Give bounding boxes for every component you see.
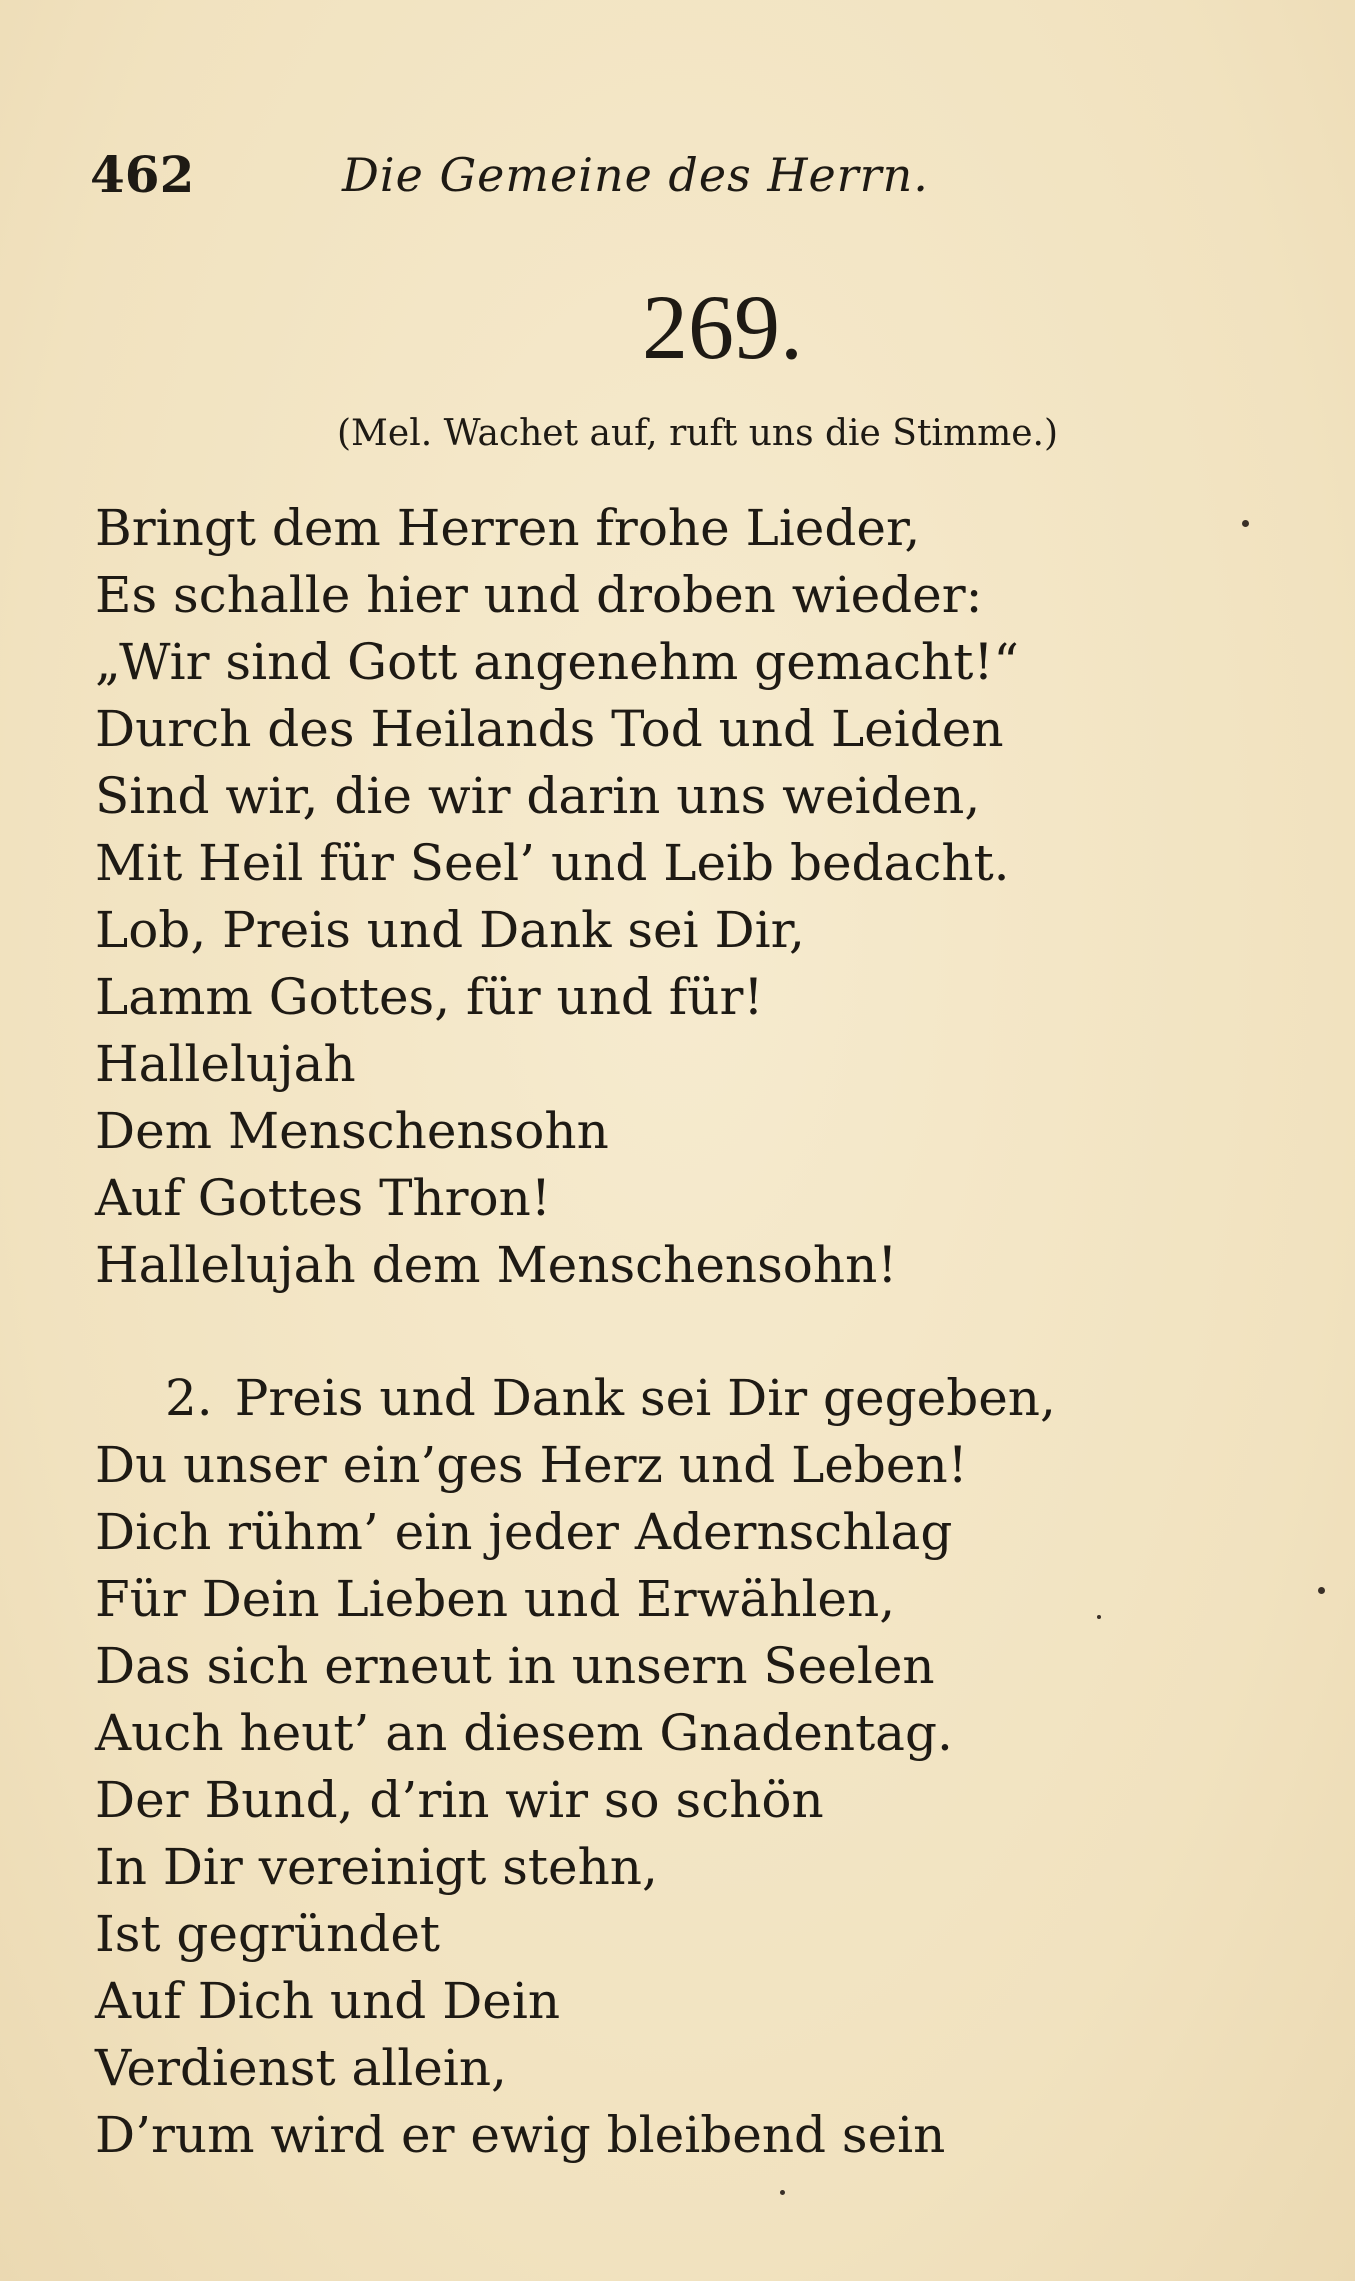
verse-line: Es schalle hier und droben wieder: xyxy=(95,566,983,624)
verse-line: Verdienst allein, xyxy=(95,2039,507,2097)
verse-line: Durch des Heilands Tod und Leiden xyxy=(95,700,1004,758)
verse-line: Ist gegründet xyxy=(95,1905,440,1963)
running-title: Die Gemeine des Herrn. xyxy=(342,148,929,202)
verse-line-text: Preis und Dank sei Dir gegeben, xyxy=(234,1369,1056,1427)
verse-line: Hallelujah dem Menschensohn! xyxy=(95,1236,898,1294)
verse-line: Für Dein Lieben und Erwählen, xyxy=(95,1570,896,1628)
verse-line: Hallelujah xyxy=(95,1035,356,1093)
page-header xyxy=(90,140,1190,210)
verse-line: Das sich erneut in unsern Seelen xyxy=(95,1637,935,1695)
verse-line: Der Bund, d’rin wir so schön xyxy=(95,1771,824,1829)
verse-line: Auf Dich und Dein xyxy=(95,1972,561,2030)
paper-speck xyxy=(1242,520,1249,527)
page-number: 462 xyxy=(90,145,195,204)
verse-line: Auf Gottes Thron! xyxy=(95,1169,551,1227)
verse-line: Du unser ein’ges Herz und Leben! xyxy=(95,1436,968,1494)
verse-line: „Wir sind Gott angenehm gemacht!“ xyxy=(95,633,1019,691)
verse-line: Mit Heil für Seel’ und Leib bedacht. xyxy=(95,834,1010,892)
verse-line: Auch heut’ an diesem Gnadentag. xyxy=(95,1704,953,1762)
verse-line: Lob, Preis und Dank sei Dir, xyxy=(95,901,805,959)
paper-speck xyxy=(1318,1587,1325,1594)
verse-line: Sind wir, die wir darin uns weiden, xyxy=(95,767,981,825)
verse-number: 2. xyxy=(165,1369,213,1427)
verse-line: In Dir vereinigt stehn, xyxy=(95,1838,658,1896)
verse-line: Dem Menschensohn xyxy=(95,1102,609,1160)
paper-speck xyxy=(1097,1615,1101,1619)
verse-2 xyxy=(95,1365,1056,2169)
verse-line: Dich rühm’ ein jeder Adernschlag xyxy=(95,1503,953,1561)
verse-line: Lamm Gottes, für und für! xyxy=(95,968,764,1026)
verse-line: D’rum wird er ewig bleibend sein xyxy=(95,2106,946,2164)
verse-first-line xyxy=(95,1365,1056,1432)
melody-indication: (Mel. Wachet auf, ruft uns die Stimme.) xyxy=(336,413,1059,454)
paper-speck xyxy=(780,2190,785,2195)
hymn-number: 269. xyxy=(642,276,803,378)
verse-1 xyxy=(95,495,1019,1299)
verse-line: Bringt dem Herren frohe Lieder, xyxy=(95,499,921,557)
